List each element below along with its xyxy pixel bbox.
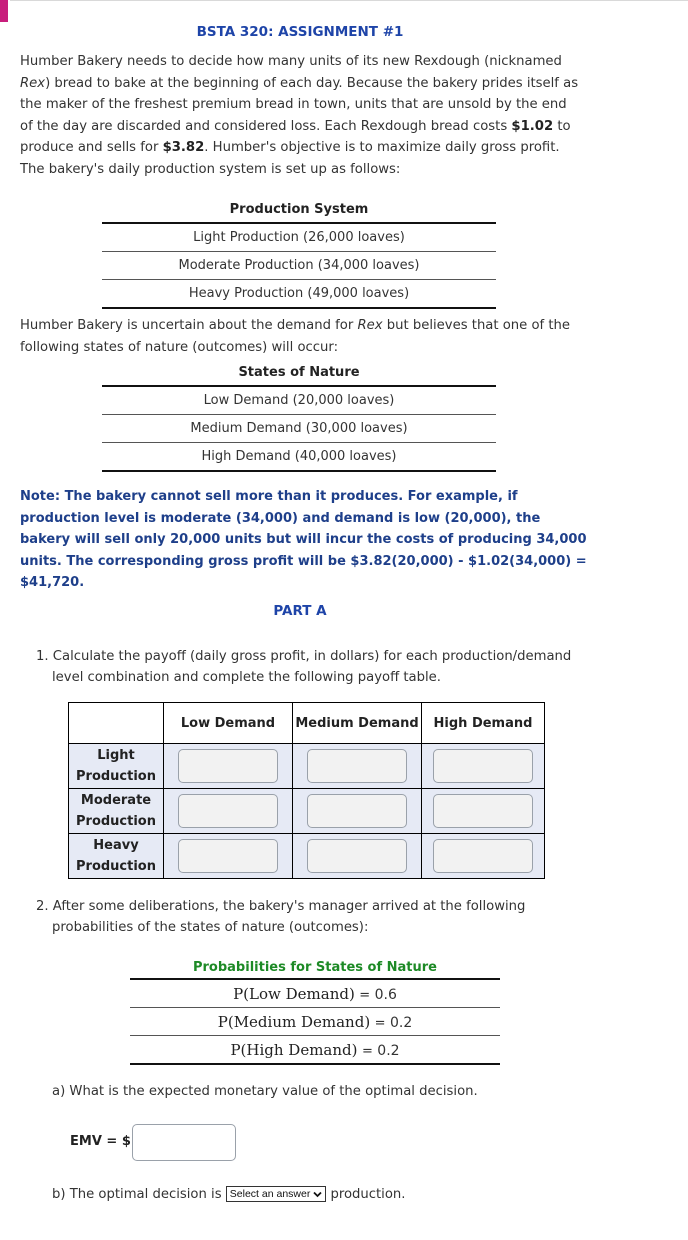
probability-row: P(Medium Demand) = 0.2 bbox=[130, 1008, 500, 1036]
assignment-title: BSTA 320: ASSIGNMENT #1 bbox=[196, 24, 404, 40]
row-moderate-production: Moderate Production bbox=[69, 789, 164, 834]
production-option: Moderate Production (34,000 loaves) bbox=[102, 252, 496, 280]
state-of-nature: Low Demand (20,000 loaves) bbox=[102, 386, 496, 415]
question-b: b) The optimal decision is Select an answer production. bbox=[52, 1187, 406, 1202]
payoff-table bbox=[68, 702, 545, 879]
edge-tab bbox=[0, 0, 8, 22]
row-light-production: Light Production bbox=[69, 744, 164, 789]
production-option: Light Production (26,000 loaves) bbox=[102, 223, 496, 252]
production-system-header: Production System bbox=[102, 196, 496, 223]
column-high-demand: High Demand bbox=[422, 703, 545, 744]
payoff-input-moderate-high[interactable] bbox=[433, 794, 533, 828]
state-of-nature: High Demand (40,000 loaves) bbox=[102, 443, 496, 472]
question-2: 2. After some deliberations, the bakery's manager arrived at the following probabilities of the states of nature (outcomes): bbox=[36, 899, 526, 935]
payoff-input-light-low[interactable] bbox=[178, 749, 278, 783]
note-paragraph: Note: The bakery cannot sell more than it produces. For example, if production level is moderate (34,000) and demand is low (20,000), the bakery will sell only 20,000 units but will incur the costs of producing 34,000 units. The corresponding gross profit will be $3.82(20,000) - $1.02(34,000) = $41,720. bbox=[20, 489, 587, 590]
state-of-nature: Medium Demand (30,000 loaves) bbox=[102, 415, 496, 443]
payoff-input-moderate-medium[interactable] bbox=[307, 794, 407, 828]
production-option: Heavy Production (49,000 loaves) bbox=[102, 280, 496, 309]
probability-row: P(High Demand) = 0.2 bbox=[130, 1036, 500, 1065]
emv-label: EMV = $ bbox=[70, 1134, 131, 1149]
top-divider bbox=[10, 0, 688, 1]
question-a: a) What is the expected monetary value of the optimal decision. bbox=[52, 1084, 478, 1099]
payoff-corner-cell bbox=[69, 703, 164, 744]
question-1: 1. Calculate the payoff (daily gross profit, in dollars) for each production/demand level combination and complete the following payoff table. bbox=[36, 649, 572, 685]
states-of-nature-header: States of Nature bbox=[102, 359, 496, 386]
column-medium-demand: Medium Demand bbox=[293, 703, 422, 744]
uncertainty-paragraph: Humber Bakery is uncertain about the demand for Rex but believes that one of the following states of nature (outcomes) will occur: bbox=[20, 318, 571, 355]
chevron-down-icon bbox=[313, 1191, 322, 1198]
payoff-input-light-high[interactable] bbox=[433, 749, 533, 783]
payoff-input-heavy-high[interactable] bbox=[433, 839, 533, 873]
payoff-input-moderate-low[interactable] bbox=[178, 794, 278, 828]
row-heavy-production: Heavy Production bbox=[69, 834, 164, 879]
part-a-heading: PART A bbox=[273, 603, 327, 619]
payoff-input-heavy-medium[interactable] bbox=[307, 839, 407, 873]
probability-row: P(Low Demand) = 0.6 bbox=[130, 979, 500, 1008]
probabilities-table bbox=[130, 956, 500, 1065]
production-system-table bbox=[102, 196, 496, 309]
column-low-demand: Low Demand bbox=[164, 703, 293, 744]
optimal-decision-select[interactable]: Select an answer bbox=[226, 1186, 326, 1202]
emv-input[interactable] bbox=[132, 1124, 236, 1161]
probabilities-header: Probabilities for States of Nature bbox=[130, 956, 500, 979]
intro-paragraph: Humber Bakery needs to decide how many units of its new Rexdough (nicknamed Rex) bread to bake at the beginning of each day. Because the bakery prides itself as the maker of the freshest premium bread in town, units that are unsold by the end of the day are discarded and considered loss. Each Rexdough bread costs $1.02 to produce and sells for $3.82. Humber's objective is to maximize daily gross profit. The bakery's daily production system is set up as follows: bbox=[20, 54, 579, 177]
payoff-input-heavy-low[interactable] bbox=[178, 839, 278, 873]
payoff-input-light-medium[interactable] bbox=[307, 749, 407, 783]
states-of-nature-table bbox=[102, 359, 496, 472]
